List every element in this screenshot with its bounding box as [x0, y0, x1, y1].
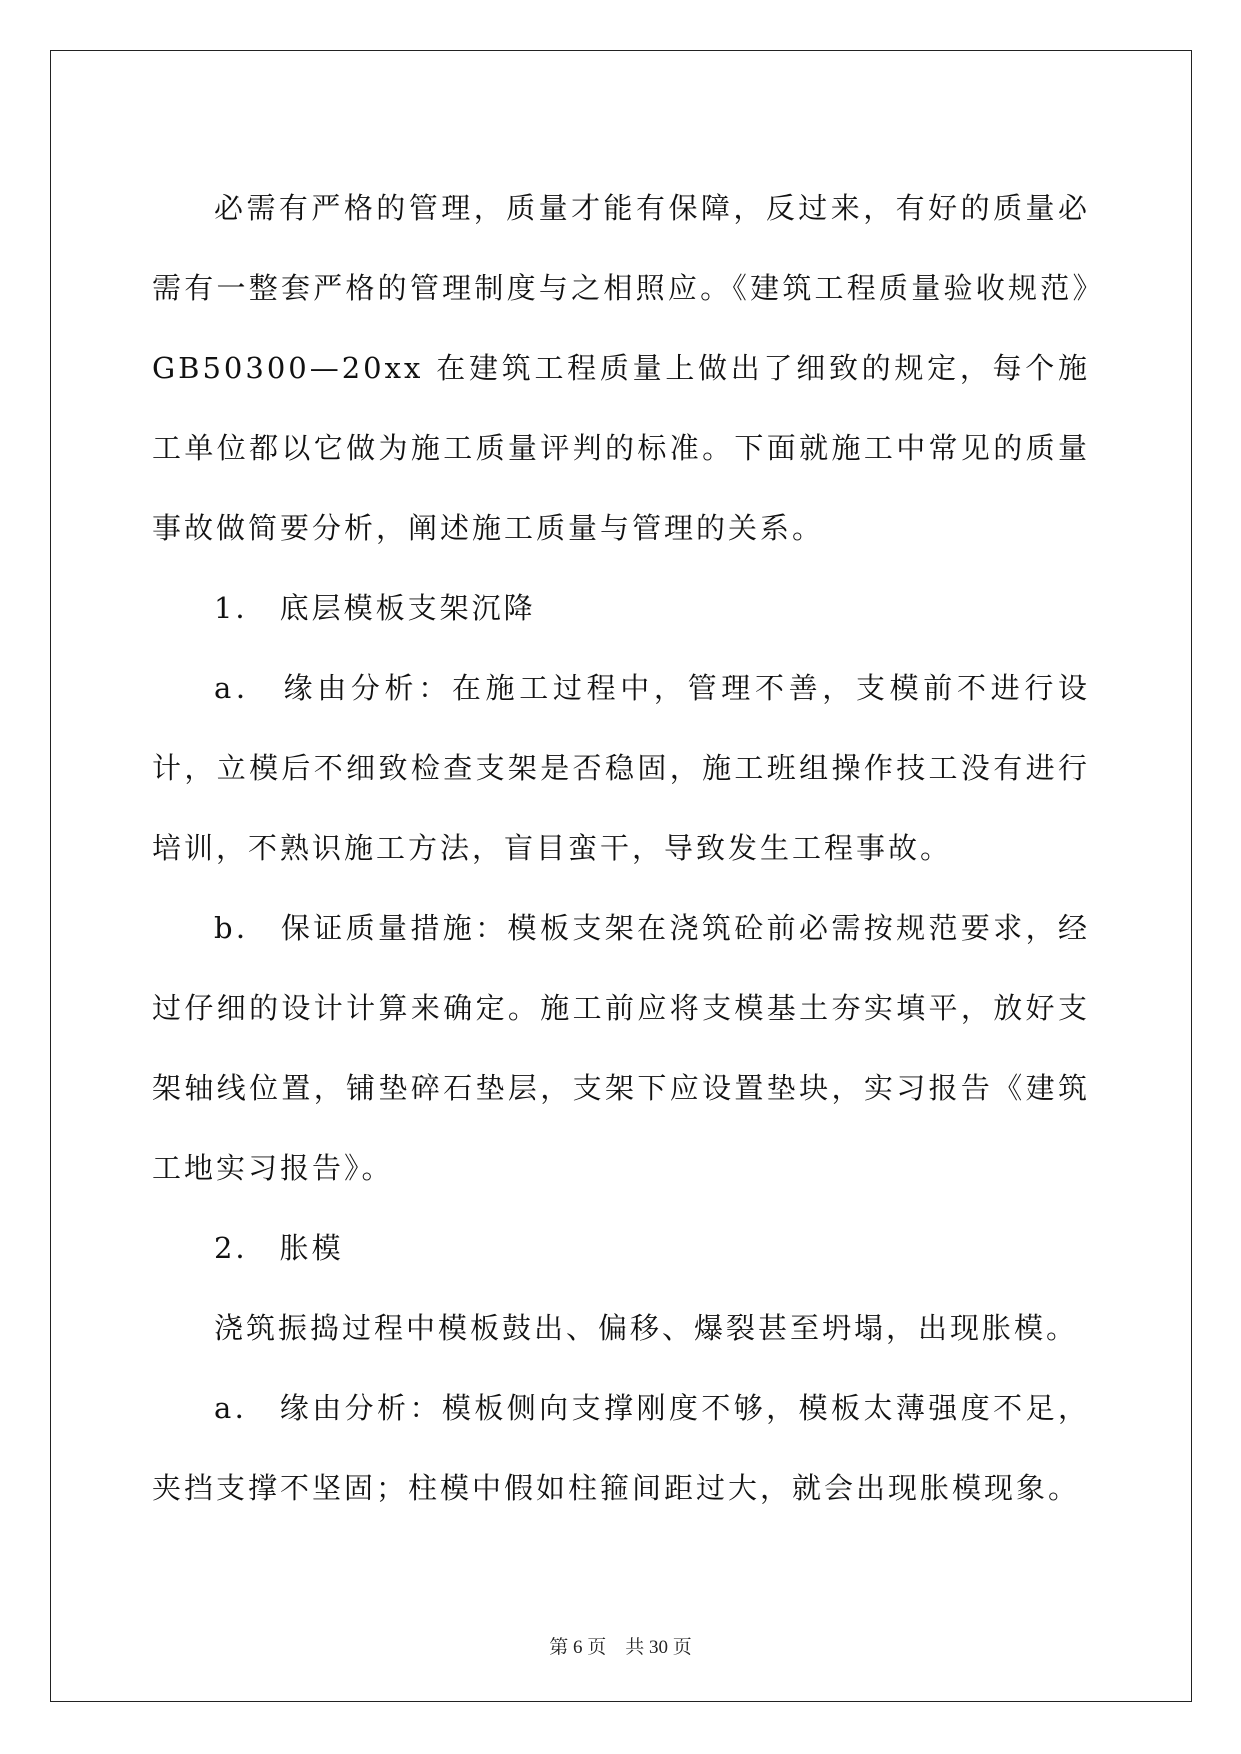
paragraph-cause-analysis-2: a． 缘由分析：模板侧向支撑刚度不够，模板太薄强度不足，夹挡支撑不坚固；柱模中假如柱箍间距过大，就会出现胀模现象。	[152, 1391, 1090, 1505]
paragraph-intro: 必需有严格的管理，质量才能有保障，反过来，有好的质量必需有一整套严格的管理制度与之相照应。《建筑工程质量验收规范》GB50300—20xx 在建筑工程质量上做出了细致的规定，每个施工单位都以它做为施工质量评判的标准。下面就施工中常见的质量事故做简要分析，阐述施工质量与管理的关系。	[152, 191, 1090, 545]
document-body	[152, 168, 1090, 1528]
page-number: 第 6 页 共 30 页	[549, 1637, 692, 1658]
paragraph-bulging-description: 浇筑振捣过程中模板鼓出、偏移、爆裂甚至坍塌，出现胀模。	[214, 1311, 1079, 1345]
paragraph-quality-measures-1: b． 保证质量措施：模板支架在浇筑砼前必需按规范要求，经过仔细的设计计算来确定。施工前应将支模基土夯实填平，放好支架轴线位置，铺垫碎石垫层，支架下应设置垫块，实习报告《建筑工地实习报告》。	[152, 911, 1090, 1185]
heading-formwork-bulging: 2． 胀模	[214, 1231, 344, 1265]
heading-formwork-settlement: 1． 底层模板支架沉降	[214, 591, 536, 625]
paragraph-cause-analysis-1: a． 缘由分析：在施工过程中，管理不善，支模前不进行设计，立模后不细致检查支架是否稳固，施工班组操作技工没有进行培训，不熟识施工方法，盲目蛮干，导致发生工程事故。	[152, 671, 1090, 865]
